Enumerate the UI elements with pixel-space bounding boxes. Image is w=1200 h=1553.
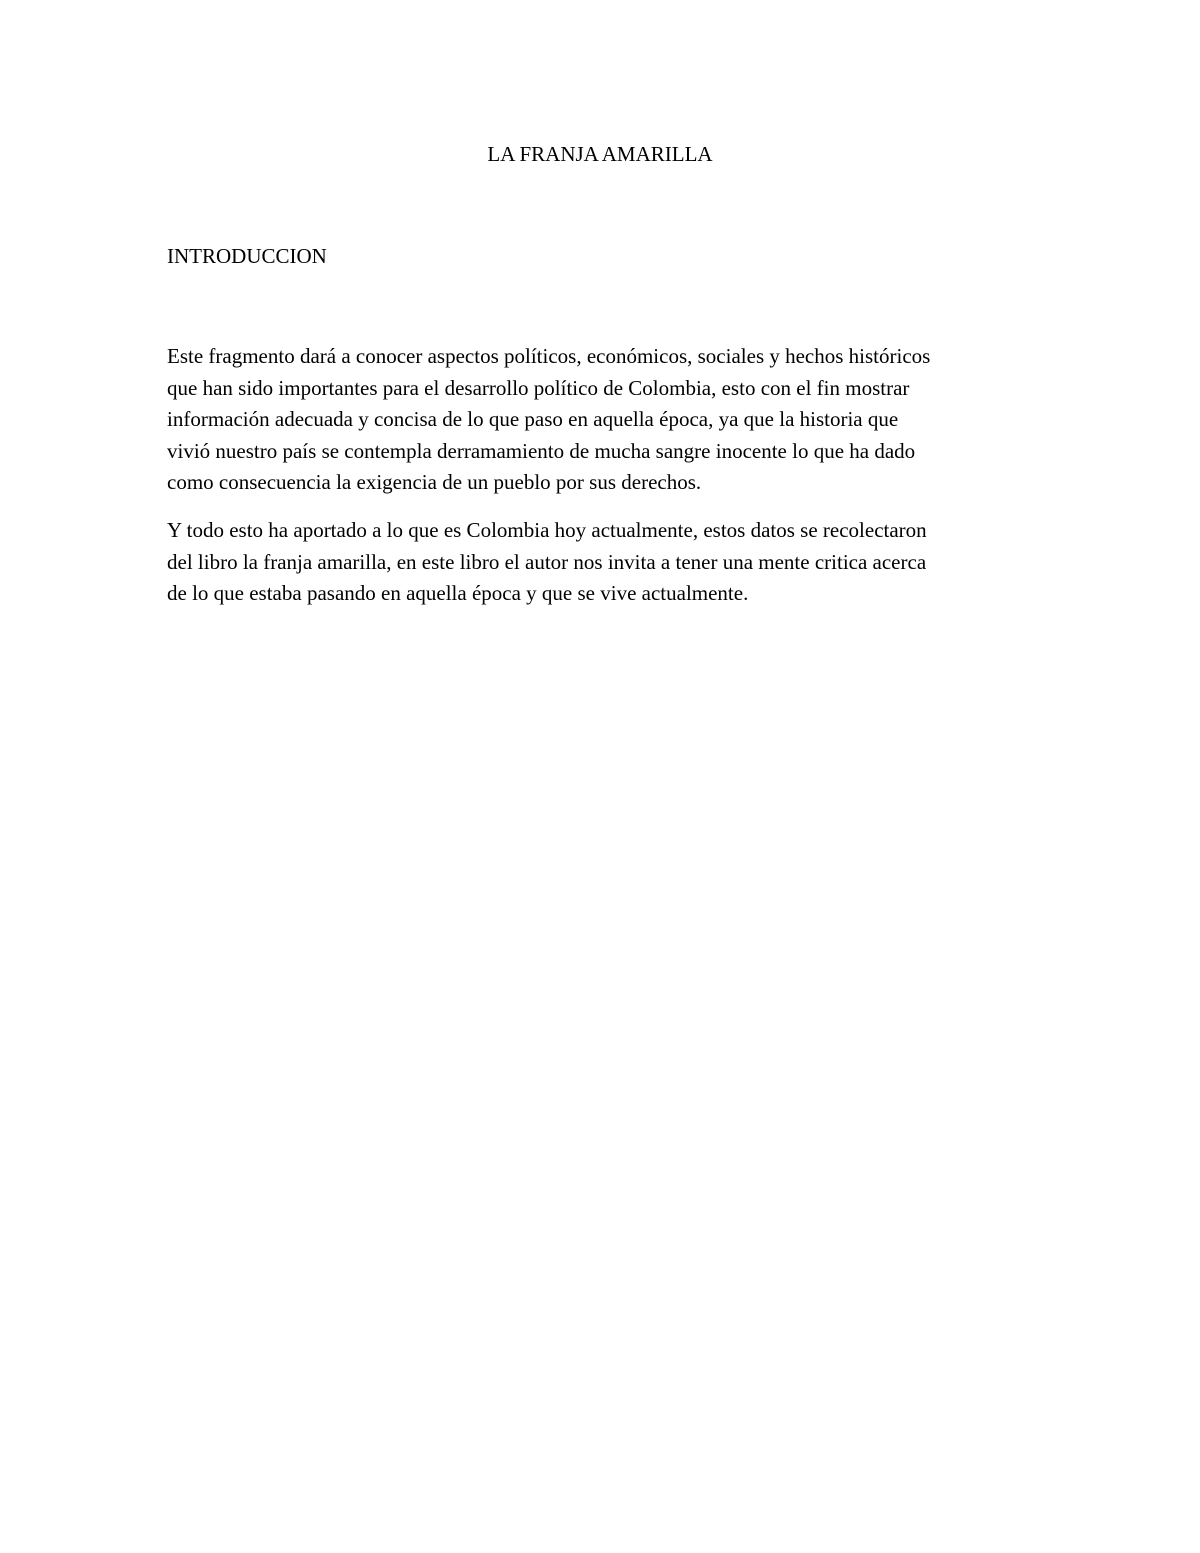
section-heading-introduccion: INTRODUCCION [167, 244, 327, 268]
paragraph-1-line-4: vivió nuestro país se contempla derramamiento de mucha sangre inocente lo que ha dado [167, 438, 916, 463]
paragraph-2-line-2: del libro la franja amarilla, en este libro el autor nos invita a tener una mente critica acerca [167, 549, 927, 574]
document-title: LA FRANJA AMARILLA [487, 142, 713, 166]
paragraph-1-line-1: Este fragmento dará a conocer aspectos políticos, económicos, sociales y hechos históricos [167, 344, 931, 368]
paragraph-1-line-5: como consecuencia la exigencia de un pueblo por sus derechos. [167, 470, 702, 494]
paragraph-2-line-1: Y todo esto ha aportado a lo que es Colombia hoy actualmente, estos datos se recolectaron [167, 518, 927, 542]
paragraph-1-line-3: información adecuada y concisa de lo que paso en aquella época, ya que la historia que [167, 407, 899, 431]
paragraph-2-line-3: de lo que estaba pasando en aquella época y que se vive actualmente. [167, 581, 749, 605]
paragraph-1 [167, 341, 1047, 499]
paragraph-1-line-2: que han sido importantes para el desarrollo político de Colombia, esto con el fin mostrar [167, 375, 910, 400]
paragraph-2 [167, 515, 1047, 610]
